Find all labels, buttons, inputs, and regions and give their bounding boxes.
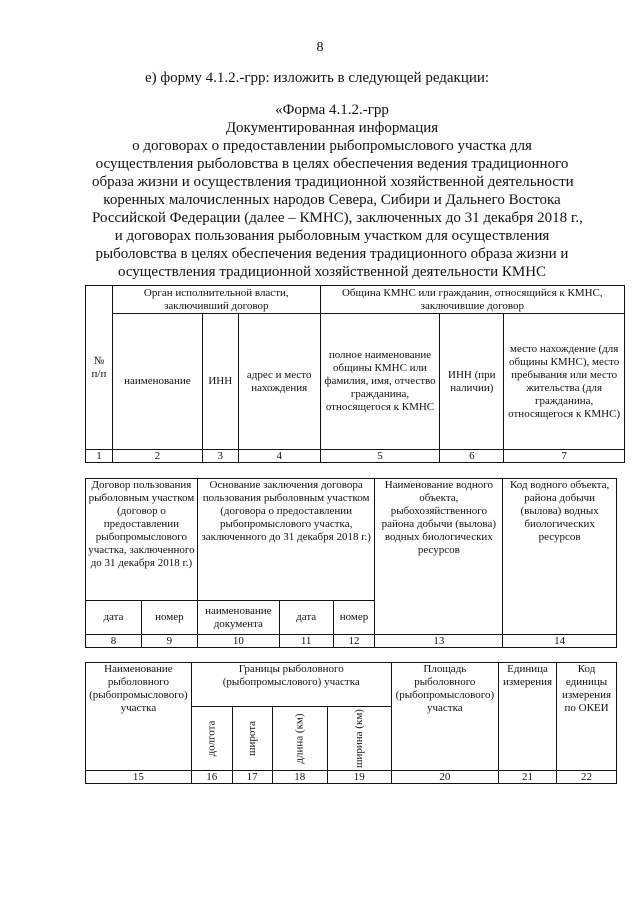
- header-contract-date: дата: [86, 601, 142, 635]
- header-authority-inn: ИНН: [202, 314, 238, 450]
- header-okei-code: Код единицы измерения по ОКЕИ: [557, 663, 617, 771]
- column-number: 9: [141, 635, 197, 648]
- column-number: 22: [557, 771, 617, 784]
- column-number: 16: [191, 771, 232, 784]
- table-authority-community: [85, 285, 625, 463]
- column-number: 7: [504, 450, 625, 463]
- column-number: 20: [391, 771, 498, 784]
- column-number: 18: [272, 771, 327, 784]
- column-number: 11: [279, 635, 333, 648]
- header-water-body-code: Код водного объекта, района добычи (вылова) водных биологических ресурсов: [503, 479, 617, 635]
- form-title-line: осуществления традиционной хозяйственной деятельности КМНС: [117, 264, 547, 280]
- header-basis-number: номер: [333, 601, 375, 635]
- header-borders: Границы рыболовного (рыбопромыслового) участка: [191, 663, 391, 707]
- column-number: 12: [333, 635, 375, 648]
- header-area-name: Наименование рыболовного (рыбопромыслового) участка: [86, 663, 192, 771]
- header-water-body-name: Наименование водного объекта, рыбохозяйственного района добычи (вылова) водных биологических ресурсов: [375, 479, 503, 635]
- column-number: 5: [320, 450, 440, 463]
- header-community-inn: ИНН (при наличии): [440, 314, 504, 450]
- form-title-line: осуществления рыболовства в целях обеспечения ведения традиционного: [95, 156, 569, 172]
- column-number: 21: [498, 771, 556, 784]
- form-title-line: коренных малочисленных народов Севера, Сибири и Дальнего Востока: [103, 192, 561, 208]
- table-contract-basis: [85, 478, 617, 648]
- header-latitude: широта: [245, 720, 258, 757]
- header-contract: Договор пользования рыболовным участком (договор о предоставлении рыбопромыслового участка, заключенного до 31 декабря 2018 г.): [86, 479, 198, 601]
- form-title-block: [92, 101, 583, 281]
- column-number: 6: [440, 450, 504, 463]
- form-title-line: рыболовства в целях обеспечения ведения традиционного образа жизни и: [95, 246, 569, 262]
- form-title-line: Российской Федерации (далее – КМНС), заключенных до 31 декабря 2018 г.,: [92, 210, 583, 226]
- header-area-size: Площадь рыболовного (рыбопромыслового) участка: [391, 663, 498, 771]
- header-row-number: № п/п: [86, 286, 113, 450]
- column-number: 8: [86, 635, 142, 648]
- header-unit: Единица измерения: [498, 663, 556, 771]
- header-community-group: Община КМНС или гражданин, относящийся к КМНС, заключившие договор: [320, 286, 624, 314]
- column-number: 10: [197, 635, 279, 648]
- column-number: 1: [86, 450, 113, 463]
- column-number: 2: [112, 450, 202, 463]
- header-length: длина (км): [293, 713, 306, 764]
- header-basis-doc-name: наименование документа: [197, 601, 279, 635]
- header-authority-name: наименование: [112, 314, 202, 450]
- header-authority-address: адрес и место нахождения: [238, 314, 320, 450]
- header-basis: Основание заключения договора пользования рыболовным участком (договора о предоставлении рыбопромыслового участка, заключенного до 31 декабря 2018 г.): [197, 479, 375, 601]
- column-number: 13: [375, 635, 503, 648]
- form-title-line: «Форма 4.1.2.-грр: [275, 102, 389, 118]
- column-number: 3: [202, 450, 238, 463]
- page-number: 8: [316, 40, 324, 55]
- header-community-name: полное наименование общины КМНС или фамилия, имя, отчество гражданина, относящегося к КМНС: [320, 314, 440, 450]
- column-number: 4: [238, 450, 320, 463]
- header-community-location: место нахождение (для общины КМНС), место пребывания или место жительства (для гражданина, относящегося к КМНС): [504, 314, 625, 450]
- header-authority-group: Орган исполнительной власти, заключивший договор: [112, 286, 320, 314]
- column-number: 19: [327, 771, 391, 784]
- header-basis-date: дата: [279, 601, 333, 635]
- header-longitude: долгота: [205, 720, 218, 757]
- intro-line: е) форму 4.1.2.-грр: изложить в следующей редакции:: [145, 70, 490, 86]
- form-title-line: образа жизни и осуществления традиционной хозяйственной деятельности: [92, 174, 574, 190]
- table-area-borders: [85, 662, 617, 784]
- form-title-line: Документированная информация: [225, 120, 439, 136]
- column-number: 15: [86, 771, 192, 784]
- header-contract-number: номер: [141, 601, 197, 635]
- header-width: ширина (км): [352, 709, 365, 768]
- column-number: 14: [503, 635, 617, 648]
- column-number: 17: [232, 771, 272, 784]
- form-title-line: и договорах пользования рыболовным участком для осуществления: [114, 228, 550, 244]
- form-title-line: о договорах о предоставлении рыбопромыслового участка для: [132, 138, 532, 154]
